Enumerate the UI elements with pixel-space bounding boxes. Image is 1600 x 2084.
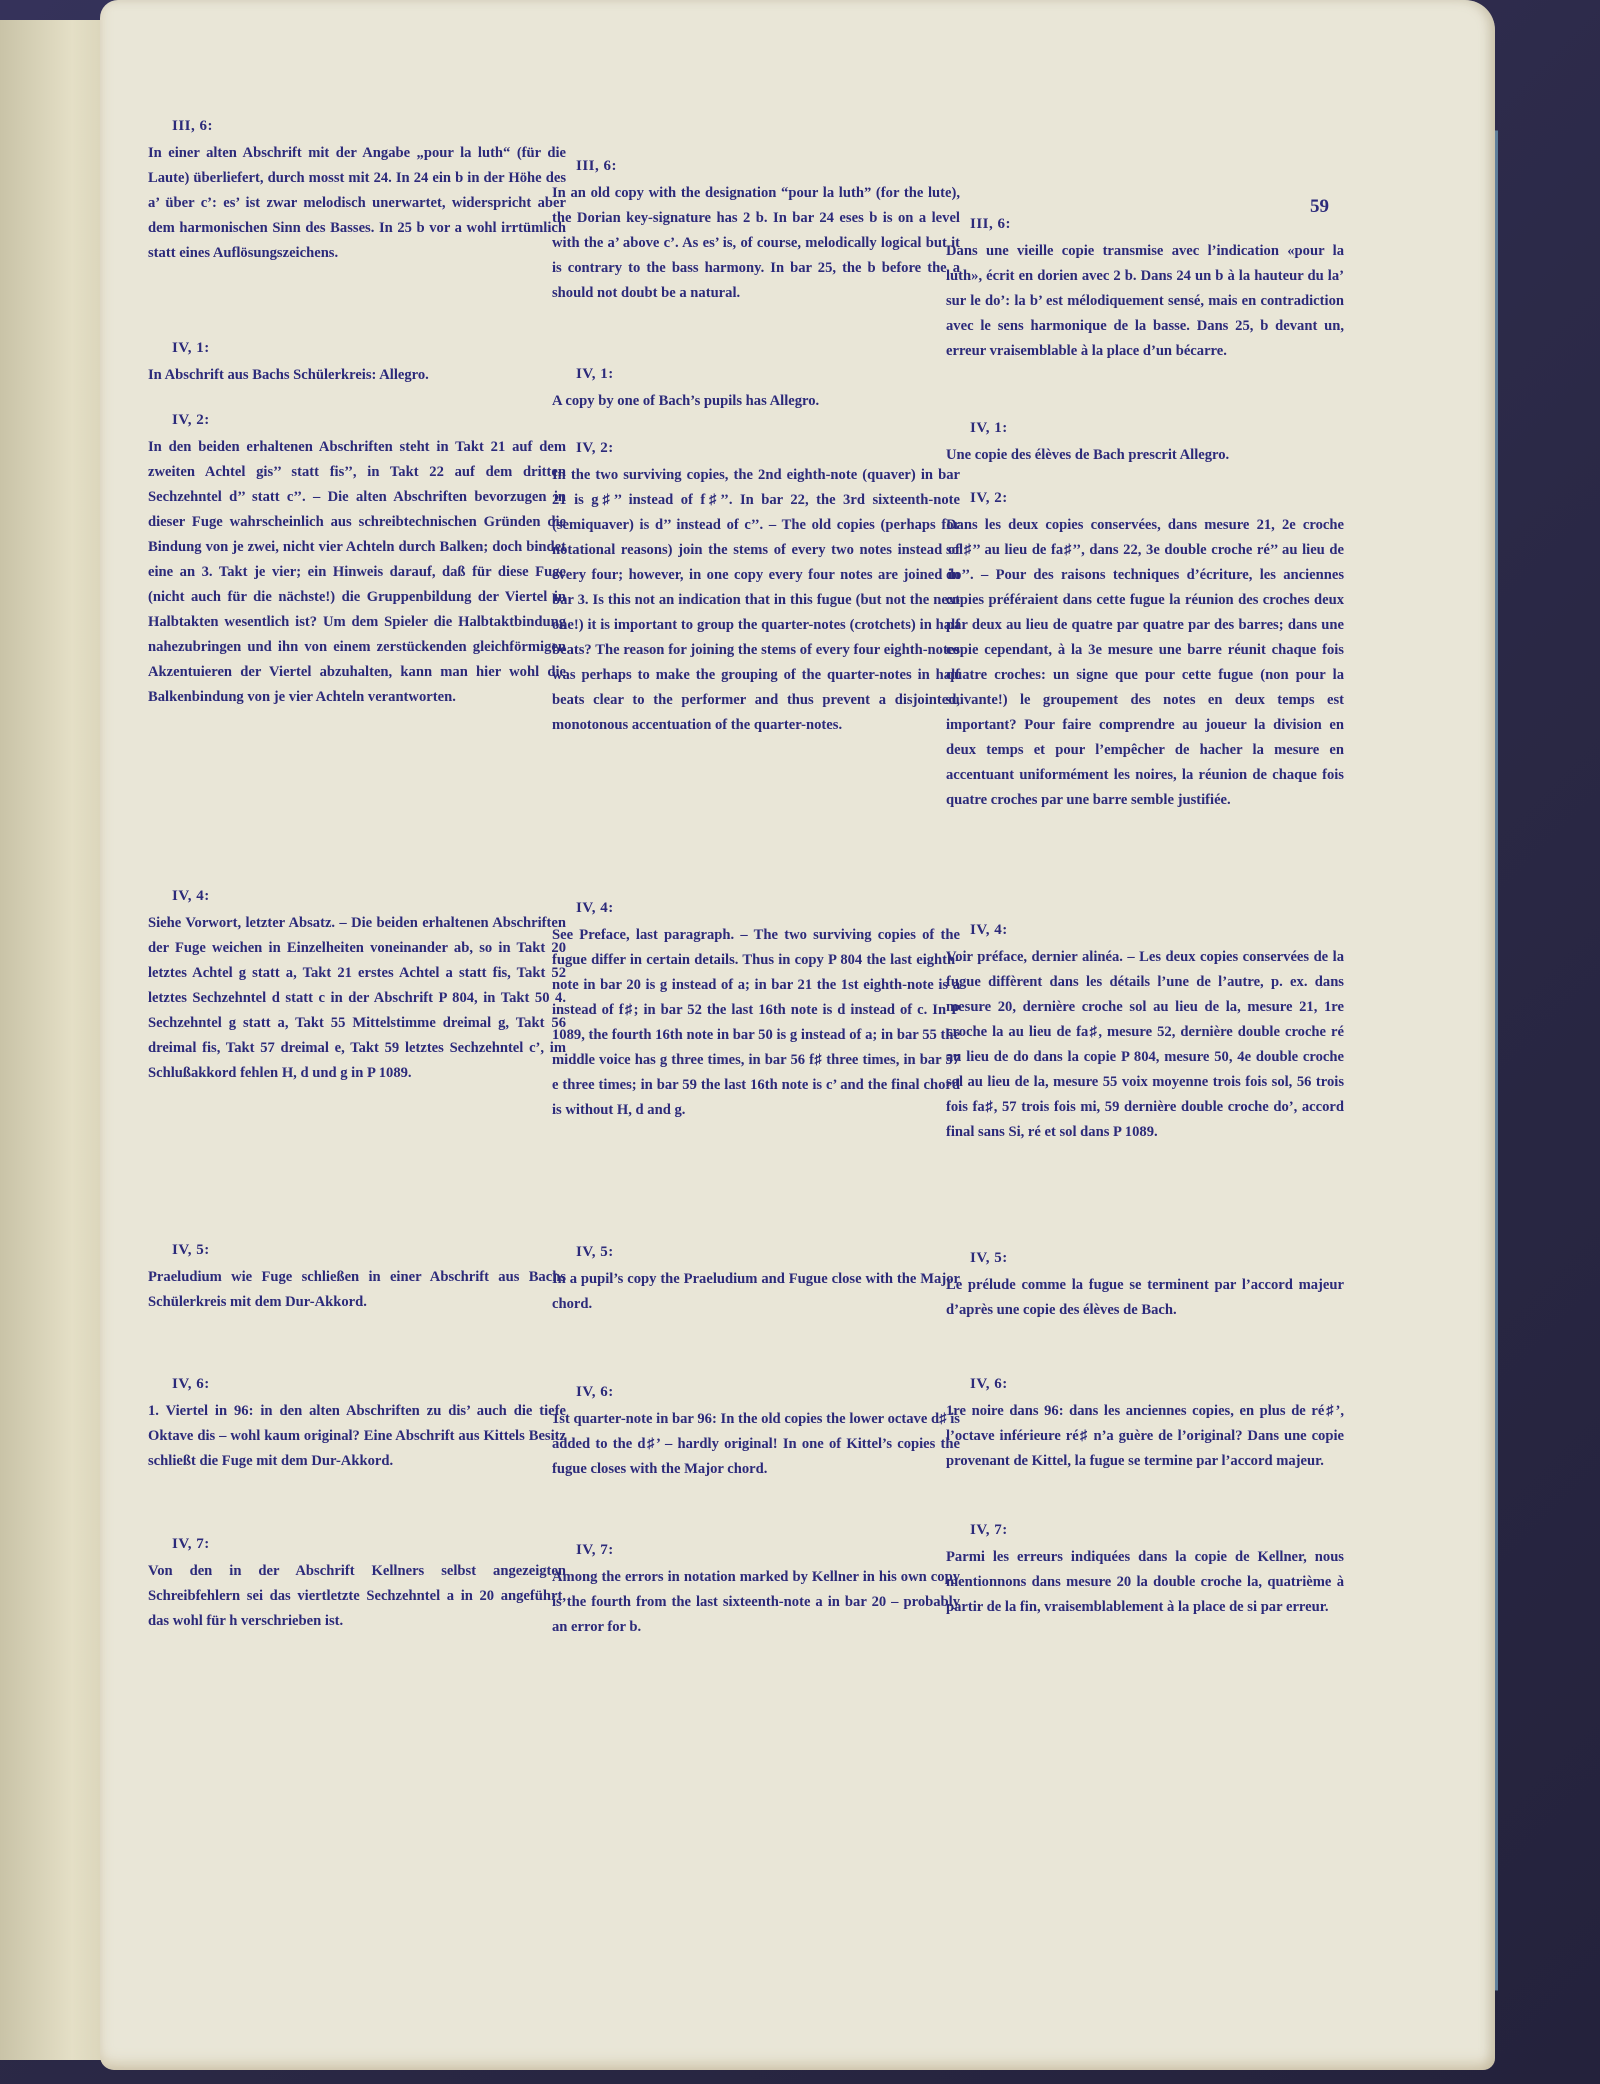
entry-reference: IV, 7: xyxy=(172,1536,210,1552)
entry-reference: IV, 6: xyxy=(172,1376,210,1392)
entry-de-iv-7 xyxy=(148,1536,566,1634)
entry-en-iv-2 xyxy=(552,440,960,738)
entry-en-iv-5 xyxy=(552,1244,960,1317)
entry-reference: III, 6: xyxy=(172,118,214,134)
entry-reference: IV, 2: xyxy=(970,490,1008,506)
entry-reference: IV, 7: xyxy=(970,1522,1008,1538)
entry-text: Une copie des élèves de Bach prescrit Allegro. xyxy=(946,447,1230,463)
entry-de-iv-5 xyxy=(148,1242,566,1315)
entry-text: In a pupil’s copy the Praeludium and Fugue close with the Major chord. xyxy=(552,1271,960,1312)
entry-reference: IV, 6: xyxy=(576,1384,614,1400)
entry-text: See Preface, last paragraph. – The two surviving copies of the fugue differ in certain details. Thus in copy P 804 the last eighth-note in bar 20 is g instead of a; in bar 21 the 1st eighth-note is a instead of f♯; in bar 52 the last 16th note is d instead of c. In P 1089, the fourth 16th note in bar 50 is g instead of a; in bar 55 the middle voice has g three times, in bar 56 f♯ three times, in bar 57 e three times; in bar 59 the last 16th note is c’ and the final chord is without H, d and g. xyxy=(552,927,960,1118)
entry-reference: IV, 4: xyxy=(970,922,1008,938)
entry-text: Parmi les erreurs indiquées dans la copie de Kellner, nous mentionnons dans mesure 20 la double croche la, quatrième à partir de la fin, vraisemblablement à la place de si par erreur. xyxy=(946,1549,1344,1615)
entry-de-iv-4 xyxy=(148,888,566,1086)
entry-text: Among the errors in notation marked by Kellner in his own copy is the fourth from the last sixteenth-note a in bar 20 – probably an error for b. xyxy=(552,1569,960,1635)
entry-reference: IV, 1: xyxy=(970,420,1008,436)
entry-reference: IV, 5: xyxy=(576,1244,614,1260)
entry-de-iii-6 xyxy=(148,118,566,266)
entry-en-iv-1 xyxy=(552,366,960,414)
entry-reference: IV, 5: xyxy=(970,1250,1008,1266)
entry-reference: IV, 6: xyxy=(970,1376,1008,1392)
entry-text: In the two surviving copies, the 2nd eighth-note (quaver) in bar 21 is g♯’’ instead of f♯’’. In bar 22, the 3rd sixteenth-note (semiquaver) is d’’ instead of c’’. – The old copies (perhaps for notational reasons) join the stems of every two notes instead of every four; however, in one copy every four notes are joined in bar 3. Is this not an indication that in this fugue (but not the next one!) it is important to group the quarter-notes (crotchets) in half beats? The reason for joining the stems of every four eighth-notes was perhaps to make the grouping of the quarter-notes in half beats clear to the performer and thus prevent a disjointed, monotonous accentuation of the quarter-notes. xyxy=(552,467,960,733)
entry-reference: IV, 1: xyxy=(172,340,210,356)
entry-reference: IV, 2: xyxy=(172,412,210,428)
entry-reference: III, 6: xyxy=(970,216,1012,232)
entry-reference: IV, 4: xyxy=(172,888,210,904)
entry-en-iv-7 xyxy=(552,1542,960,1640)
entry-text: Praeludium wie Fuge schließen in einer Abschrift aus Bachs Schülerkreis mit dem Dur-Akkord. xyxy=(148,1269,566,1310)
entry-reference: IV, 4: xyxy=(576,900,614,916)
entry-fr-iii-6 xyxy=(946,216,1344,364)
entry-text: In Abschrift aus Bachs Schülerkreis: Allegro. xyxy=(148,367,429,383)
entry-text: In an old copy with the designation “pour la luth” (for the lute), the Dorian key-signature has 2 b. In bar 24 eses b is on a level with the a’ above c’. As es’ is, of course, melodically logical but it is contrary to the bass harmony. In bar 25, the b before the a should not doubt be a natural. xyxy=(552,185,960,301)
entry-fr-iv-6 xyxy=(946,1376,1344,1474)
entry-text: Le prélude comme la fugue se terminent par l’accord majeur d’après une copie des élèves de Bach. xyxy=(946,1277,1344,1318)
entry-reference: IV, 7: xyxy=(576,1542,614,1558)
entry-text: Von den in der Abschrift Kellners selbst angezeigten Schreibfehlern sei das viertletzte Sechzehntel a in 20 angeführt, das wohl für h verschrieben ist. xyxy=(148,1563,566,1629)
entry-en-iv-6 xyxy=(552,1384,960,1482)
entry-fr-iv-2 xyxy=(946,490,1344,813)
entry-text: Siehe Vorwort, letzter Absatz. – Die beiden erhaltenen Abschriften der Fuge weichen in Einzelheiten voneinander ab, so in Takt 20 letztes Achtel g statt a, Takt 21 erstes Achtel a statt fis, Takt 52 letztes Sechzehntel d statt c in der Abschrift P 804, in Takt 50 4. Sechzehntel g statt a, Takt 55 Mittelstimme dreimal g, Takt 56 dreimal fis, Takt 57 dreimal e, Takt 59 letztes Sechzehntel c’, im Schlußakkord fehlen H, d und g in P 1089. xyxy=(148,915,566,1081)
entry-text: Dans une vieille copie transmise avec l’indication «pour la luth», écrit en dorien avec 2 b. Dans 24 un b à la hauteur du la’ sur le do’: la b’ est mélodiquement sensé, mais en contradiction avec le sens harmonique de la basse. Dans 25, b devant un, erreur vraisemblable à la place d’un bécarre. xyxy=(946,243,1344,359)
book-page xyxy=(100,0,1495,2070)
entry-fr-iv-1 xyxy=(946,420,1344,468)
entry-text: Voir préface, dernier alinéa. – Les deux copies conservées de la fugue diffèrent dans les détails l’une de l’autre, p. ex. dans mesure 20, dernière croche sol au lieu de la, mesure 21, 1re croche la au lieu de fa♯, mesure 52, dernière double croche ré au lieu de do dans la copie P 804, mesure 50, 4e double croche sol au lieu de la, mesure 55 voix moyenne trois fois sol, 56 trois fois fa♯, 57 trois fois mi, 59 dernière double croche do’, accord final sans Si, ré et sol dans P 1089. xyxy=(946,949,1344,1140)
entry-fr-iv-5 xyxy=(946,1250,1344,1323)
entry-de-iv-6 xyxy=(148,1376,566,1474)
entry-de-iv-2 xyxy=(148,412,566,710)
entry-text: 1re noire dans 96: dans les anciennes copies, en plus de ré♯’, l’octave inférieure ré♯ n’a guère de l’original? Dans une copie provenant de Kittel, la fugue se termine par l’accord majeur. xyxy=(946,1403,1344,1469)
entry-en-iv-4 xyxy=(552,900,960,1123)
entry-text: 1. Viertel in 96: in den alten Abschriften zu dis’ auch die tiefe Oktave dis – wohl kaum original? Eine Abschrift aus Kittels Besitz schließt die Fuge mit dem Dur-Akkord. xyxy=(148,1403,566,1469)
entry-text: Dans les deux copies conservées, dans mesure 21, 2e croche sol♯’’ au lieu de fa♯’’, dans 22, 3e double croche ré’’ au lieu de do’’. – Pour des raisons techniques d’écriture, les anciennes copies préféraient dans cette fugue la réunion des croches deux par deux au lieu de quatre par quatre par des barres; dans une copie cependant, à la 3e mesure une barre réunit chaque fois quatre croches: un signe que pour cette fugue (non pour la suivante!) le groupement des notes en deux temps est important? Pour faire comprendre au joueur la division en deux temps et pour l’empêcher de hacher la mesure en accentuant uniformément les noires, la réunion de chaque fois quatre croches par une barre semble justifiée. xyxy=(946,517,1344,808)
entry-fr-iv-4 xyxy=(946,922,1344,1145)
entry-reference: IV, 5: xyxy=(172,1242,210,1258)
entry-text: A copy by one of Bach’s pupils has Allegro. xyxy=(552,393,820,409)
page-number: 59 xyxy=(1310,196,1329,217)
entry-reference: IV, 2: xyxy=(576,440,614,456)
entry-text: 1st quarter-note in bar 96: In the old copies the lower octave d♯ is added to the d♯’ – hardly original! In one of Kittel’s copies the fugue closes with the Major chord. xyxy=(552,1411,960,1477)
entry-fr-iv-7 xyxy=(946,1522,1344,1620)
entry-en-iii-6 xyxy=(552,158,960,306)
entry-text: In den beiden erhaltenen Abschriften steht in Takt 21 auf dem zweiten Achtel gis’’ statt fis’’, in Takt 22 auf dem dritten Sechzehntel d’’ statt c’’. – Die alten Abschriften bevorzugen in dieser Fuge wahrscheinlich aus schreibtechnischen Gründen die Bindung von je zwei, nicht vier Achteln durch Balken; doch bindet eine an 3. Takt je vier; ein Hinweis darauf, daß für diese Fuge (nicht auch für die nächste!) die Gruppenbildung der Viertel in Halbtakten wesentlich ist? Um dem Spieler die Halbtaktbindung nahezubringen und ihn von einem zerstückenden gleichförmigen Akzentuieren der Viertel abzuhalten, kann man hier wohl die Balkenbindung von je vier Achteln verantworten. xyxy=(148,439,566,705)
entry-de-iv-1 xyxy=(148,340,566,388)
entry-reference: IV, 1: xyxy=(576,366,614,382)
entry-reference: III, 6: xyxy=(576,158,618,174)
entry-text: In einer alten Abschrift mit der Angabe „pour la luth“ (für die Laute) überliefert, durch mosst mit 24. In 24 ein b in der Höhe des a’ über c’: es’ ist zwar melodisch unerwartet, widerspricht aber dem harmonischen Sinn des Basses. In 25 b vor a wohl irrtümlich statt eines Auflösungszeichens. xyxy=(148,145,566,261)
